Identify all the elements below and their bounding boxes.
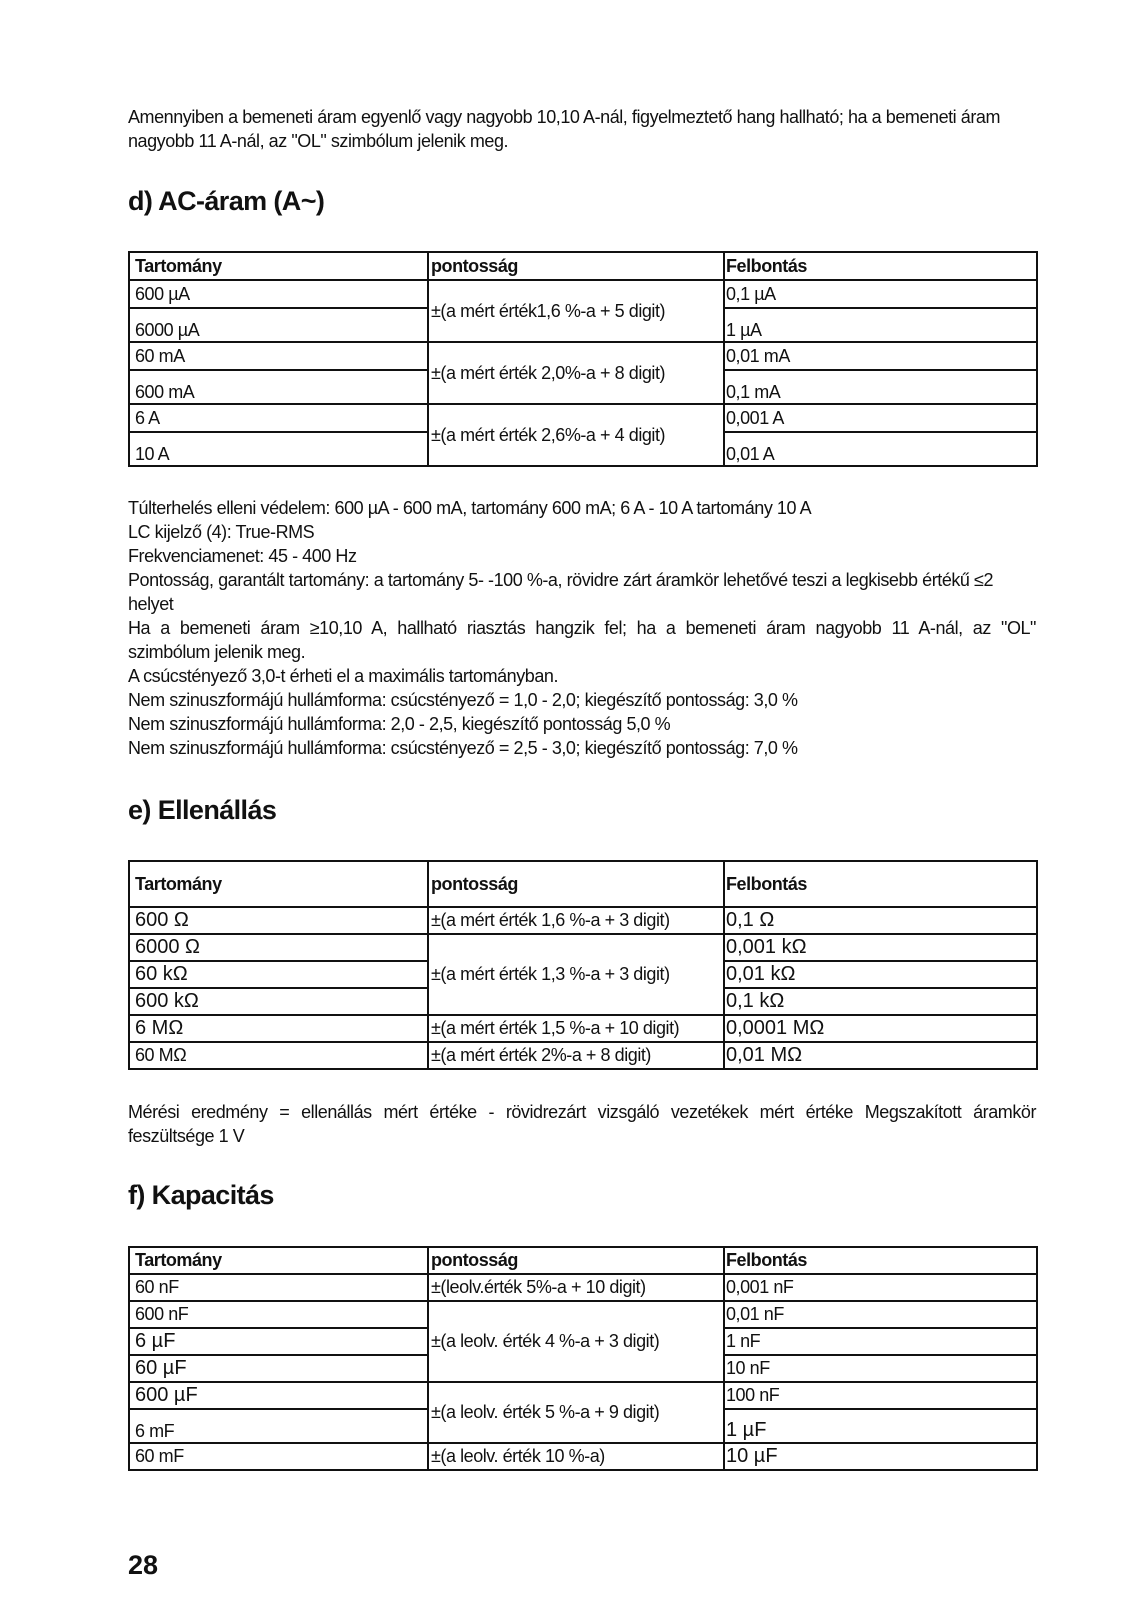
range-cell: 6 µF (129, 1328, 428, 1355)
range-cell: 60 mF (129, 1443, 428, 1470)
resolution-cell: 10 nF (724, 1355, 1037, 1382)
resolution-cell: 0,01 MΩ (724, 1042, 1037, 1069)
range-cell: 60 kΩ (129, 961, 428, 988)
note-line: Túlterhelés elleni védelem: 600 µA - 600 mA, tartomány 600 mA; 6 A - 10 A tartomány 10 A (128, 498, 812, 518)
resolution-cell: 0,1 kΩ (724, 988, 1037, 1015)
resolution-cell: 0,001 A (724, 404, 1037, 432)
table-row (129, 1042, 1037, 1069)
note-line: Ha a bemeneti áram ≥10,10 A, hallható riasztás hangzik fel; ha a bemeneti áram nagyobb 11 A-nál, az "OL" (128, 618, 1036, 638)
range-cell: 6 A (129, 404, 428, 432)
accuracy-cell: ±(a leolv. érték 10 %-a) (428, 1443, 724, 1470)
note-line: szimbólum jelenik meg. (128, 642, 306, 662)
header-resolution: Felbontás (724, 861, 1037, 907)
resolution-cell: 1 µA (724, 308, 1037, 342)
table-header-row (129, 1247, 1037, 1274)
header-resolution: Felbontás (724, 252, 1037, 280)
note-line: Mérési eredmény = ellenállás mért értéke - rövidrezárt vizsgáló vezetékek mért értéke Megszakított áramkör (128, 1102, 1036, 1122)
accuracy-cell: ±(a leolv. érték 4 %-a + 3 digit) (428, 1301, 724, 1382)
header-accuracy: pontosság (428, 861, 724, 907)
range-cell: 6000 Ω (129, 934, 428, 961)
resolution-cell: 0,01 nF (724, 1301, 1037, 1328)
table-row (129, 1382, 1037, 1409)
table-row (129, 1015, 1037, 1042)
note-line: feszültsége 1 V (128, 1126, 245, 1146)
resolution-cell: 0,0001 MΩ (724, 1015, 1037, 1042)
range-cell: 60 mA (129, 342, 428, 370)
range-cell: 10 A (129, 432, 428, 466)
table-header-row (129, 861, 1037, 907)
note-line: Frekvenciamenet: 45 - 400 Hz (128, 546, 357, 566)
resolution-cell: 1 µF (724, 1409, 1037, 1443)
range-cell: 600 mA (129, 370, 428, 404)
header-accuracy: pontosság (428, 252, 724, 280)
range-cell: 6000 µA (129, 308, 428, 342)
table-row (129, 1274, 1037, 1301)
header-range: Tartomány (129, 861, 428, 907)
resolution-cell: 0,01 mA (724, 342, 1037, 370)
capacitance-table (128, 1246, 1038, 1471)
range-cell: 600 Ω (129, 907, 428, 934)
note-line: Nem szinuszformájú hullámforma: csúcstényező = 1,0 - 2,0; kiegészítő pontosság: 3,0 % (128, 690, 798, 710)
range-cell: 600 nF (129, 1301, 428, 1328)
resolution-cell: 0,1 Ω (724, 907, 1037, 934)
table-row (129, 907, 1037, 934)
range-cell: 60 nF (129, 1274, 428, 1301)
section-heading-capacitance: f) Kapacitás (128, 1180, 274, 1210)
resolution-cell: 1 nF (724, 1328, 1037, 1355)
intro-line: nagyobb 11 A-nál, az "OL" szimbólum jelenik meg. (128, 131, 509, 151)
header-accuracy: pontosság (428, 1247, 724, 1274)
note-line: Nem szinuszformájú hullámforma: 2,0 - 2,5, kiegészítő pontosság 5,0 % (128, 714, 671, 734)
note-line: LC kijelző (4): True-RMS (128, 522, 315, 542)
table-row (129, 404, 1037, 432)
table-row (129, 1443, 1037, 1470)
accuracy-cell: ±(a mért érték 2,0%-a + 8 digit) (428, 342, 724, 404)
resolution-cell: 0,001 kΩ (724, 934, 1037, 961)
note-line: Nem szinuszformájú hullámforma: csúcstényező = 2,5 - 3,0; kiegészítő pontosság: 7,0 % (128, 738, 798, 758)
header-range: Tartomány (129, 252, 428, 280)
accuracy-cell: ±(a mért érték 2%-a + 8 digit) (428, 1042, 724, 1069)
range-cell: 6 mF (129, 1409, 428, 1443)
note-line: A csúcstényező 3,0-t érheti el a maximális tartományban. (128, 666, 559, 686)
intro-paragraph (128, 105, 1036, 153)
resolution-cell: 0,01 kΩ (724, 961, 1037, 988)
note-line: helyet (128, 594, 174, 614)
resolution-cell: 0,001 nF (724, 1274, 1037, 1301)
range-cell: 600 µA (129, 280, 428, 308)
resolution-cell: 10 µF (724, 1443, 1037, 1470)
resolution-cell: 0,01 A (724, 432, 1037, 466)
resolution-cell: 0,1 mA (724, 370, 1037, 404)
note-line: Pontosság, garantált tartomány: a tartomány 5- -100 %-a, rövidre zárt áramkör lehetővé teszi a legkisebb értékű ≤2 (128, 570, 994, 590)
accuracy-cell: ±(a leolv. érték 5 %-a + 9 digit) (428, 1382, 724, 1443)
accuracy-cell: ±(a mért érték 2,6%-a + 4 digit) (428, 404, 724, 466)
table-header-row (129, 252, 1037, 280)
table-row (129, 934, 1037, 961)
range-cell: 6 MΩ (129, 1015, 428, 1042)
accuracy-cell: ±(leolv.érték 5%-a + 10 digit) (428, 1274, 724, 1301)
page-number: 28 (128, 1550, 159, 1580)
resistance-table (128, 860, 1038, 1070)
range-cell: 60 µF (129, 1355, 428, 1382)
header-range: Tartomány (129, 1247, 428, 1274)
table-row (129, 280, 1037, 308)
section-heading-resistance: e) Ellenállás (128, 795, 277, 825)
range-cell: 600 kΩ (129, 988, 428, 1015)
resolution-cell: 0,1 µA (724, 280, 1037, 308)
resistance-note (128, 1100, 1036, 1148)
ac-current-table (128, 251, 1038, 467)
accuracy-cell: ±(a mért érték 1,5 %-a + 10 digit) (428, 1015, 724, 1042)
ac-current-notes (128, 496, 1036, 760)
range-cell: 600 µF (129, 1382, 428, 1409)
table-row (129, 1301, 1037, 1328)
accuracy-cell: ±(a mért érték 1,6 %-a + 3 digit) (428, 907, 724, 934)
resolution-cell: 100 nF (724, 1382, 1037, 1409)
table-row (129, 342, 1037, 370)
range-cell: 60 MΩ (129, 1042, 428, 1069)
intro-line: Amennyiben a bemeneti áram egyenlő vagy nagyobb 10,10 A-nál, figyelmeztető hang hallható; ha a bemeneti áram (128, 107, 1000, 127)
accuracy-cell: ±(a mért érték 1,3 %-a + 3 digit) (428, 934, 724, 1015)
accuracy-cell: ±(a mért érték1,6 %-a + 5 digit) (428, 280, 724, 342)
section-heading-ac-current: d) AC-áram (A~) (128, 186, 325, 216)
header-resolution: Felbontás (724, 1247, 1037, 1274)
